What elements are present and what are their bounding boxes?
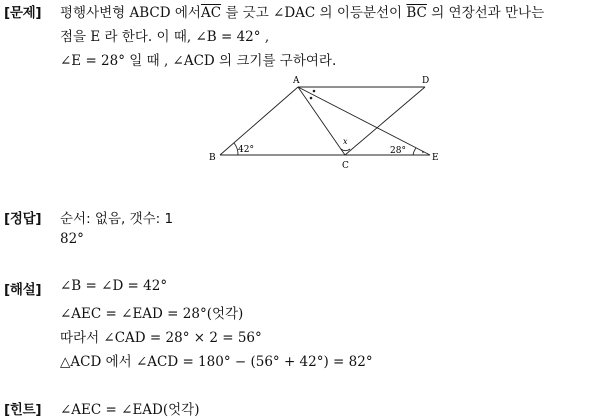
side-dc [345,87,425,155]
hint-tag: [힌트] [4,402,42,418]
point-d-label: D [422,76,430,86]
problem-line-1-c: 를 긋고 ∠DAC 의 이등분선이 [221,5,407,21]
answer-line-1: 순서: 없음, 갯수: 1 [60,211,174,227]
problem-line-3: ∠E = 28° 일 때 , ∠ACD 의 크기를 구하여라. [60,53,337,69]
point-c-label: C [342,161,349,171]
explanation-line-2: ∠AEC = ∠EAD = 28°(엇각) [60,306,244,322]
angle-e-arc [413,148,416,155]
problem-line-2: 점을 E 라 한다. 이 때, ∠B = 42° , [60,29,270,45]
angle-c-arc [341,149,350,151]
angle-c-label: x [343,137,348,146]
explanation-line-1: ∠B = ∠D = 42° [60,278,168,294]
angle-b-label: 42° [238,145,254,155]
angle-e-label: 28° [390,146,406,156]
problem-line-1-e: 의 연장선과 만나는 [426,5,545,21]
explanation-line-3: 따라서 ∠CAD = 28° × 2 = 56° [60,330,262,346]
point-e-label: E [432,153,439,163]
explanation-line-4: △ACD 에서 ∠ACD = 180° − (56° + 42°) = 82° [60,354,373,370]
answer-tag: [정답] [4,211,42,227]
hint-line-1: ∠AEC = ∠EAD(엇각) [60,402,200,418]
angle-e-dot [422,151,424,153]
diagonal-ac [298,87,345,155]
point-b-label: B [209,153,216,163]
problem-line-1-a: 평행사변형 ABCD 에서 [60,5,201,21]
side-ab [220,87,298,155]
explanation-tag: [해설] [4,282,42,298]
point-a-label: A [293,76,300,86]
answer-value: 82° [60,231,84,247]
segment-bc: $\overline{BC}$ [406,5,427,21]
angle-mark-dot-2 [310,97,313,100]
problem-tag: [문제] [4,5,42,21]
angle-mark-dot-1 [313,90,316,93]
bisector-ae [298,87,430,155]
segment-ac: $\overline{AC}$ [200,5,222,21]
